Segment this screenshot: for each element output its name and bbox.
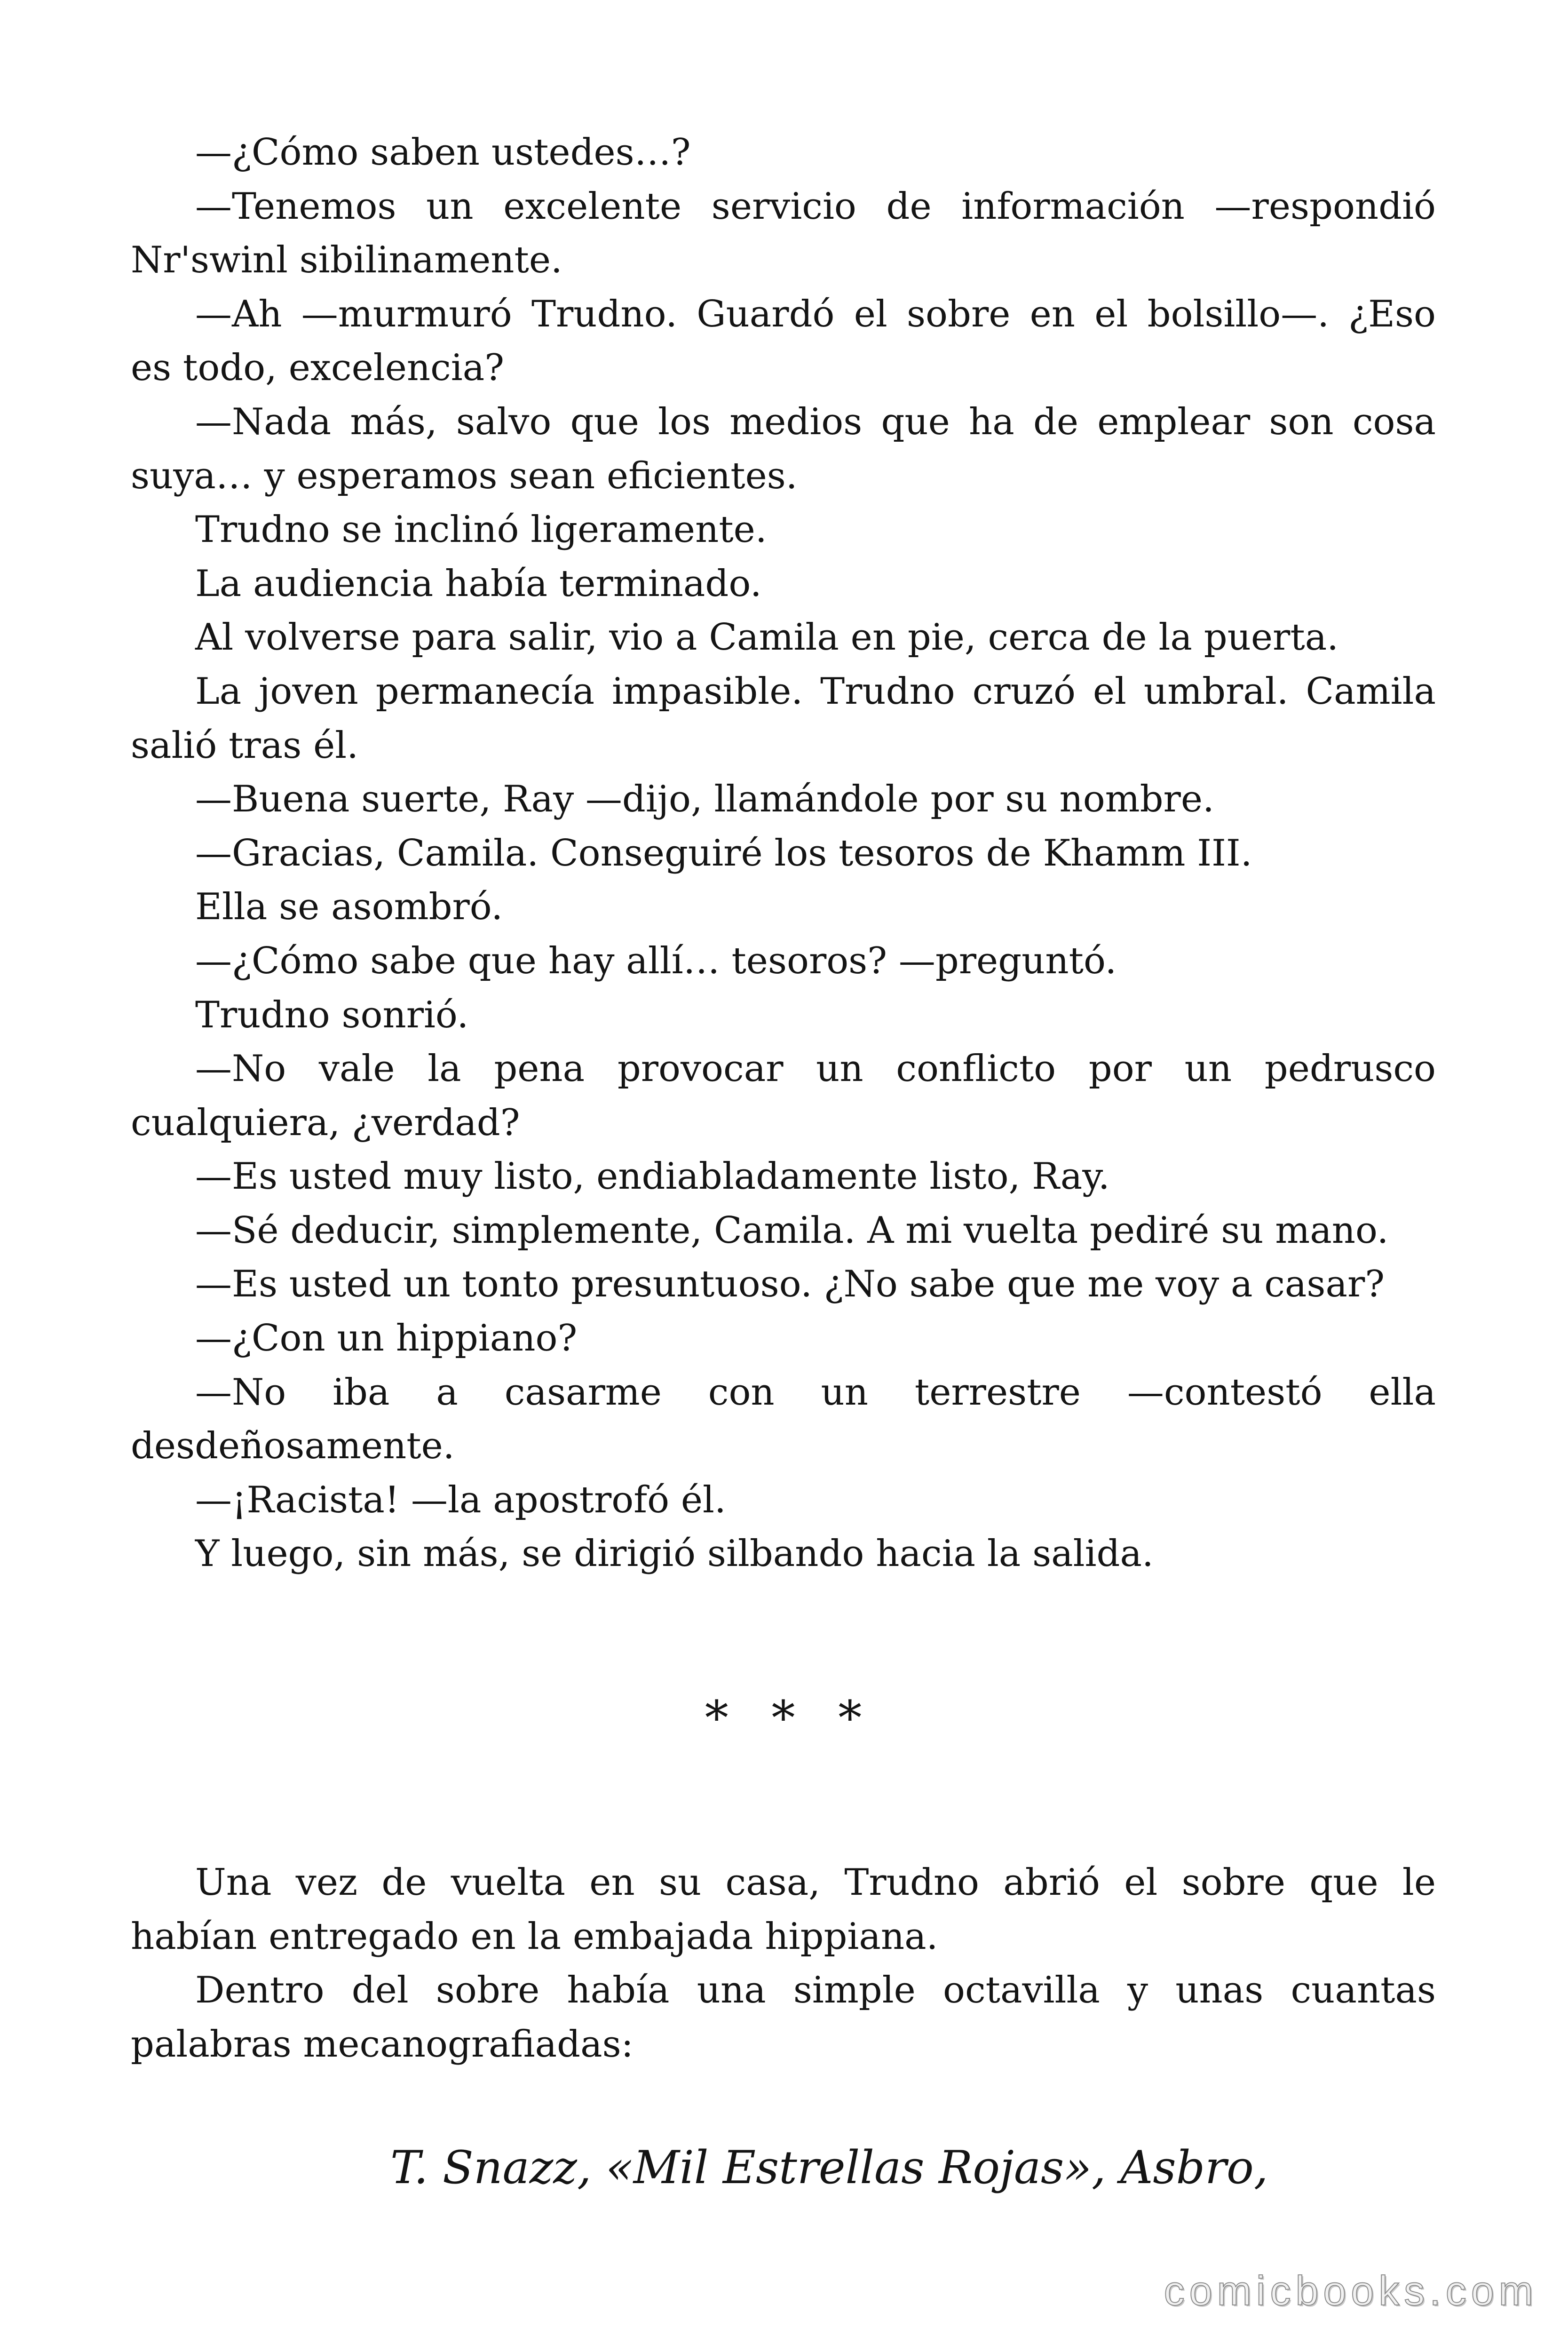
paragraph [131, 503, 1436, 557]
text-line: Al volverse para salir, vio a Camila en pie, cerca de la puerta. [195, 616, 1338, 659]
text-line: —¿Con un hippiano? [195, 1317, 578, 1360]
section-break: * * * [705, 1691, 862, 1746]
paragraph [131, 611, 1436, 665]
watermark: comicbooks.com [1164, 2267, 1538, 2314]
text-line: La joven permanecía impasible. Trudno cruzó el umbral. Camila [195, 670, 1436, 713]
text-line: —Tenemos un excelente servicio de información —respondió [195, 185, 1436, 228]
text-line: Trudno sonrió. [195, 993, 469, 1036]
text-line: Una vez de vuelta en su casa, Trudno abrió el sobre que le [195, 1861, 1436, 1904]
paragraph [131, 557, 1436, 611]
paragraph [131, 1311, 1436, 1366]
typed-note-line: T. Snazz, «Mil Estrellas Rojas», Asbro, [390, 2141, 1268, 2194]
paragraph [131, 180, 1436, 287]
text-line: suya… y esperamos sean eficientes. [131, 454, 798, 497]
paragraph [131, 1856, 1436, 1963]
paragraph [131, 126, 1436, 180]
text-line: —Es usted muy listo, endiabladamente listo, Ray. [195, 1155, 1110, 1198]
text-line: La audiencia había terminado. [195, 562, 762, 605]
paragraph [131, 934, 1436, 988]
text-line: Dentro del sobre había una simple octavilla y unas cuantas [195, 1969, 1436, 2012]
text-line: —No iba a casarme con un terrestre —contestó ella [195, 1371, 1436, 1414]
paragraph [131, 1257, 1436, 1311]
paragraph [131, 1204, 1436, 1258]
paragraph [131, 1473, 1436, 1527]
text-line: —Sé deducir, simplemente, Camila. A mi vuelta pediré su mano. [195, 1209, 1389, 1252]
text-line: —¿Cómo saben ustedes…? [195, 131, 691, 174]
text-line: Trudno se inclinó ligeramente. [195, 509, 767, 551]
text-line: Y luego, sin más, se dirigió silbando hacia la salida. [195, 1533, 1154, 1575]
paragraph [131, 772, 1436, 826]
text-line: cualquiera, ¿verdad? [131, 1101, 520, 1144]
text-line: habían entregado en la embajada hippiana. [131, 1915, 938, 1958]
paragraph [131, 665, 1436, 772]
text-line: —No vale la pena provocar un conflicto por un pedrusco [195, 1048, 1436, 1090]
paragraph [131, 1150, 1436, 1204]
paragraph [131, 1963, 1436, 2071]
paragraph [131, 1366, 1436, 1473]
paragraph [131, 880, 1436, 934]
text-line: —Es usted un tonto presuntuoso. ¿No sabe que me voy a casar? [195, 1263, 1385, 1306]
text-line: es todo, excelencia? [131, 347, 505, 389]
paragraph [131, 287, 1436, 395]
text-line: —Gracias, Camila. Conseguiré los tesoros de Khamm III. [195, 832, 1252, 874]
text-line: palabras mecanografiadas: [131, 2023, 634, 2066]
paragraph [131, 395, 1436, 503]
text-line: salió tras él. [131, 724, 359, 767]
paragraph [131, 1527, 1436, 1581]
paragraph [131, 1042, 1436, 1150]
paragraph [131, 988, 1436, 1042]
text-line: —Nada más, salvo que los medios que ha de emplear son cosa [195, 400, 1436, 443]
text-block-upper [131, 126, 1436, 1581]
text-block-lower [131, 1856, 1436, 2071]
text-line: —¿Cómo sabe que hay allí… tesoros? —preguntó. [195, 939, 1117, 982]
text-line: —Buena suerte, Ray —dijo, llamándole por su nombre. [195, 778, 1214, 821]
paragraph [131, 826, 1436, 881]
text-line: desdeñosamente. [131, 1425, 455, 1468]
text-line: —¡Racista! —la apostrofó él. [195, 1478, 726, 1521]
text-line: Nr'swinl sibilinamente. [131, 239, 562, 282]
text-line: Ella se asombró. [195, 886, 503, 929]
text-line: —Ah —murmuró Trudno. Guardó el sobre en el bolsillo—. ¿Eso [195, 293, 1436, 335]
